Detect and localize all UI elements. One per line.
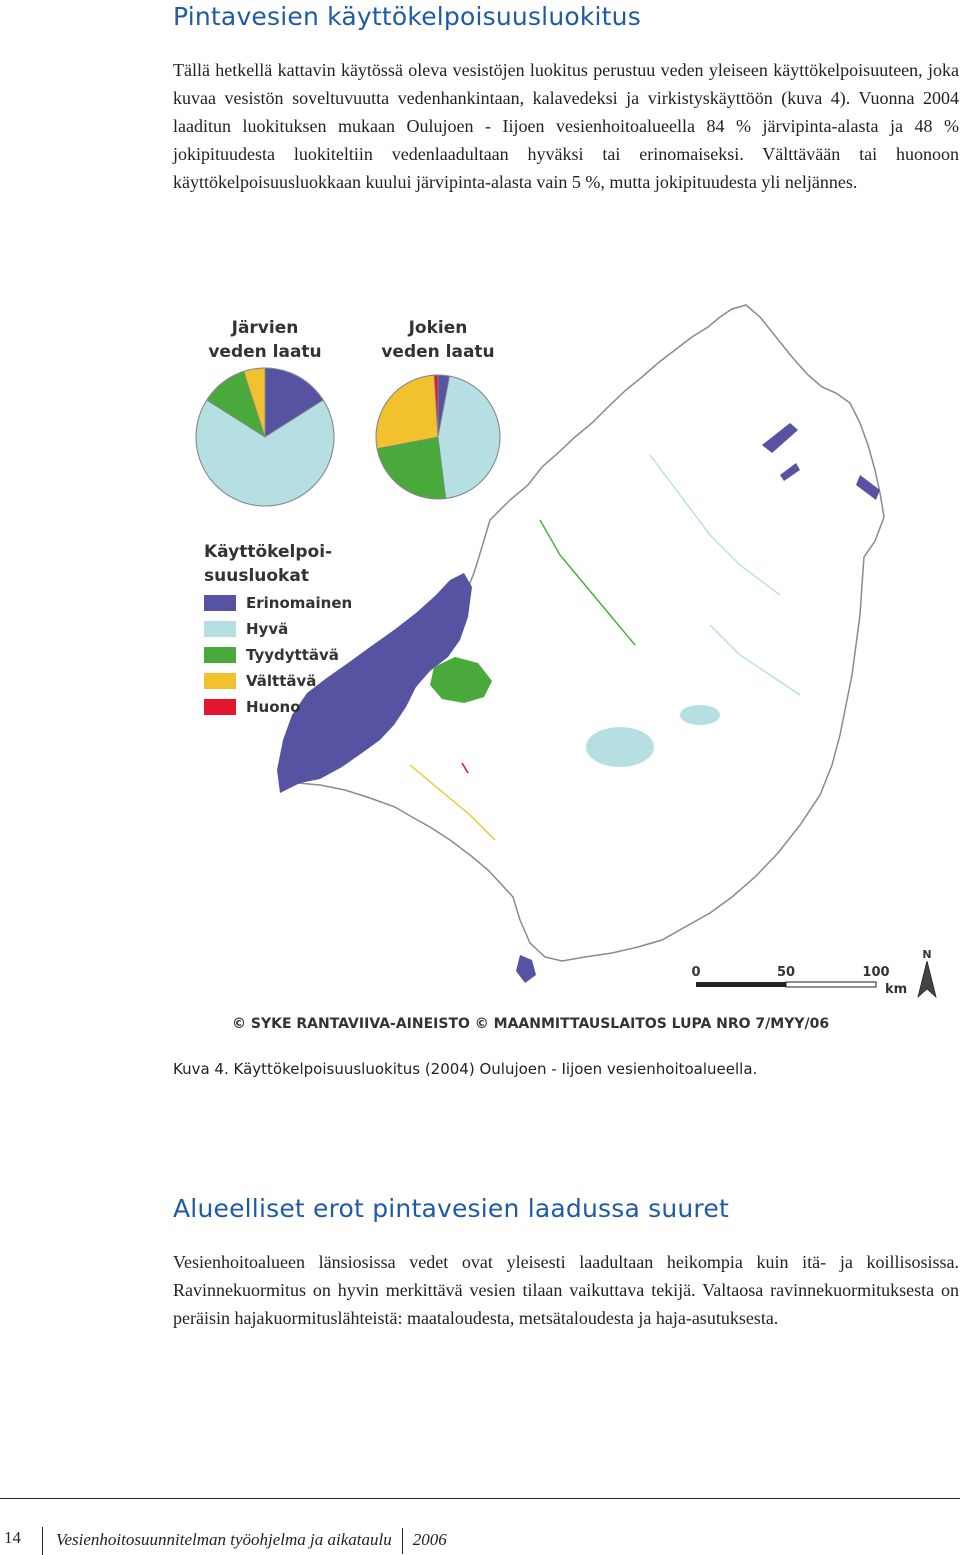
north-label: N: [922, 948, 932, 961]
pie-rivers-title-1: Jokien: [408, 318, 468, 338]
footer-rule: [0, 1498, 960, 1499]
scale-segment-1: [696, 982, 786, 987]
lake-oulujarvi: [586, 727, 654, 767]
footer-bar: [402, 1528, 403, 1554]
footer-title: [56, 1528, 447, 1554]
footer-separator: [42, 1527, 43, 1555]
map-copyright: © SYKE RANTAVIIVA-AINEISTO © MAANMITTAUSLAITOS LUPA NRO 7/MYY/06: [232, 1016, 830, 1032]
figure-caption: Kuva 4. Käyttökelpoisuusluokitus (2004) Oulujoen - Iijoen vesienhoitoalueella.: [173, 1060, 758, 1078]
lake-central: [680, 705, 720, 725]
lake-south: [516, 955, 536, 983]
map-figure: [180, 295, 940, 1035]
scale-bar: [691, 965, 907, 997]
legend-label-huono: Huono: [246, 698, 301, 716]
legend-label-hyvä: Hyvä: [246, 620, 289, 638]
footer-year: 2006: [412, 1529, 447, 1549]
legend-label-tyydyttävä: Tyydyttävä: [246, 646, 339, 664]
pie-lakes-title-2: veden laatu: [208, 342, 322, 362]
map-svg: [180, 295, 940, 1035]
pie-chart-rivers: [376, 375, 500, 499]
intro-paragraph: Tällä hetkellä kattavin käytössä oleva vesistöjen luokitus perustuu veden yleiseen käyttökelpoisuuteen, joka kuvaa vesistön soveltuvuutta vedenhankintaan, kalavedeksi ja virkistyskäyttöön (kuva 4). Vuonna 2004 laaditun luokituksen mukaan Oulujoen - Iijoen vesienhoitoalueella 84 % järvipinta-alasta ja 48 % jokipituudesta luokiteltiin vedenlaadultaan hyväksi tai erinomaiseksi. Välttävään tai huonoon käyttökelpoisuusluokkaan kuului järvipinta-alasta vain 5 %, mutta jokipituudesta yli neljännes.: [173, 60, 959, 192]
legend-label-välttävä: Välttävä: [246, 672, 317, 690]
legend-label-erinomainen: Erinomainen: [246, 594, 353, 612]
legend-swatch-välttävä: [204, 673, 236, 689]
pie-lakes-title-1: Järvien: [231, 318, 299, 338]
scale-tick-50: 50: [776, 965, 796, 980]
footer-text: Vesienhoitosuunnitelman työohjelma ja aikataulu: [56, 1529, 392, 1549]
section-title-2: Alueelliset erot pintavesien laadussa suuret: [173, 1194, 729, 1223]
legend-swatch-hyvä: [204, 621, 236, 637]
legend-swatch-tyydyttävä: [204, 647, 236, 663]
section-paragraph-2: Vesienhoitoalueen länsiosissa vedet ovat yleisesti laadultaan heikompia kuin itä- ja koillisosissa. Ravinnekuormitus on hyvin merkittävä vesien tilaan vaikuttava tekijä. Valtaosa ravinnekuormituksesta on peräisin hajakuormituslähteistä: maataloudesta, metsätaloudesta ja haja-asutuksesta.: [173, 1252, 959, 1328]
scale-tick-100: 100: [862, 965, 890, 980]
region-land: [290, 305, 884, 961]
scale-segment-2: [786, 982, 876, 987]
region-map: [277, 305, 884, 983]
pie-slice-hyvä: [438, 376, 500, 498]
legend-title-1: Käyttökelpoi-: [204, 542, 333, 562]
legend-swatch-erinomainen: [204, 595, 236, 611]
section-title: Pintavesien käyttökelpoisuusluokitus: [173, 2, 641, 31]
scale-unit: km: [885, 982, 908, 997]
scale-tick-0: 0: [691, 965, 701, 980]
pie-slice-välttävä: [376, 375, 438, 448]
north-arrow-icon: [918, 948, 936, 997]
legend-swatch-huono: [204, 699, 236, 715]
legend-title-2: suusluokat: [204, 566, 309, 586]
pie-chart-lakes: [196, 368, 334, 506]
page-number: 14: [4, 1528, 21, 1547]
pie-rivers-title-2: veden laatu: [381, 342, 495, 362]
